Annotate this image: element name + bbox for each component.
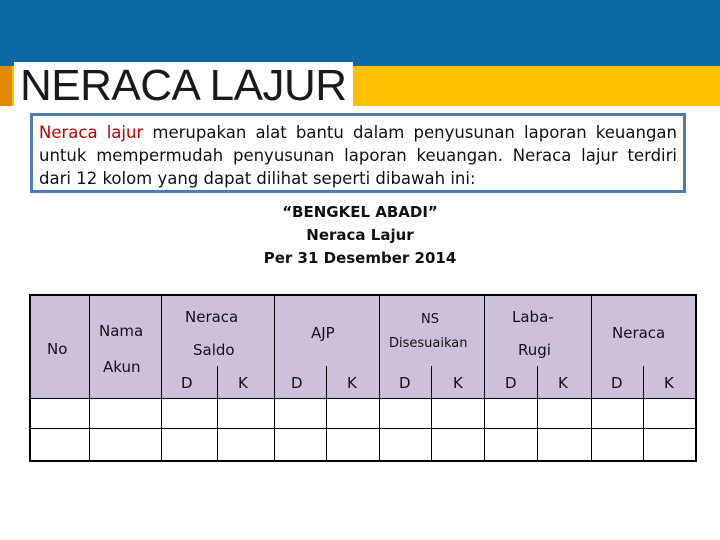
header-neraca: Neraca — [612, 324, 666, 342]
row-divider — [31, 428, 695, 429]
definition-text: merupakan alat bantu dalam penyusunan laporan keuangan untuk mempermudah penyusunan laporan keuangan. Neraca lajur terdiri dari 12 kolom yang dapat dilihat seperti dibawah ini: — [39, 123, 677, 188]
subcolumn-divider — [537, 366, 538, 460]
column-divider — [89, 296, 90, 460]
subcolumn-divider — [326, 366, 327, 460]
header-kredit: K — [664, 374, 674, 392]
header-debit: D — [399, 374, 411, 392]
subcolumn-divider — [217, 366, 218, 460]
header-neraca-saldo-line2: Saldo — [193, 341, 235, 359]
slide-title: NERACA LAJUR — [14, 62, 353, 110]
definition-term: Neraca lajur — [39, 123, 144, 142]
definition-box — [30, 113, 686, 193]
column-divider — [591, 296, 592, 460]
header-debit: D — [291, 374, 303, 392]
header-debit: D — [505, 374, 517, 392]
subcolumn-divider — [431, 366, 432, 460]
top-band — [0, 0, 720, 66]
header-debit: D — [181, 374, 193, 392]
title-band-accent — [0, 66, 12, 106]
column-divider — [161, 296, 162, 460]
column-divider — [274, 296, 275, 460]
header-nama: Nama — [99, 322, 144, 340]
column-divider — [484, 296, 485, 460]
header-laba-rugi-line1: Laba- — [512, 308, 554, 326]
subcolumn-divider — [643, 366, 644, 460]
header-ajp: AJP — [311, 324, 335, 342]
header-debit: D — [611, 374, 623, 392]
report-period: Per 31 Desember 2014 — [263, 249, 457, 267]
header-kredit: K — [347, 374, 357, 392]
report-name: Neraca Lajur — [306, 226, 414, 244]
header-laba-rugi-line2: Rugi — [518, 341, 551, 359]
header-kredit: K — [558, 374, 568, 392]
column-divider — [379, 296, 380, 460]
header-kredit: K — [238, 374, 248, 392]
header-akun: Akun — [103, 358, 141, 376]
header-ns-disesuaikan: Disesuaikan — [389, 336, 468, 351]
worksheet-table — [29, 294, 697, 462]
header-neraca-saldo-line1: Neraca — [185, 308, 239, 326]
header-ns: NS — [421, 312, 439, 327]
header-divider — [31, 398, 695, 399]
table-header — [31, 296, 695, 398]
company-name: “BENGKEL ABADI” — [282, 203, 438, 221]
header-kredit: K — [453, 374, 463, 392]
header-no: No — [47, 340, 68, 358]
